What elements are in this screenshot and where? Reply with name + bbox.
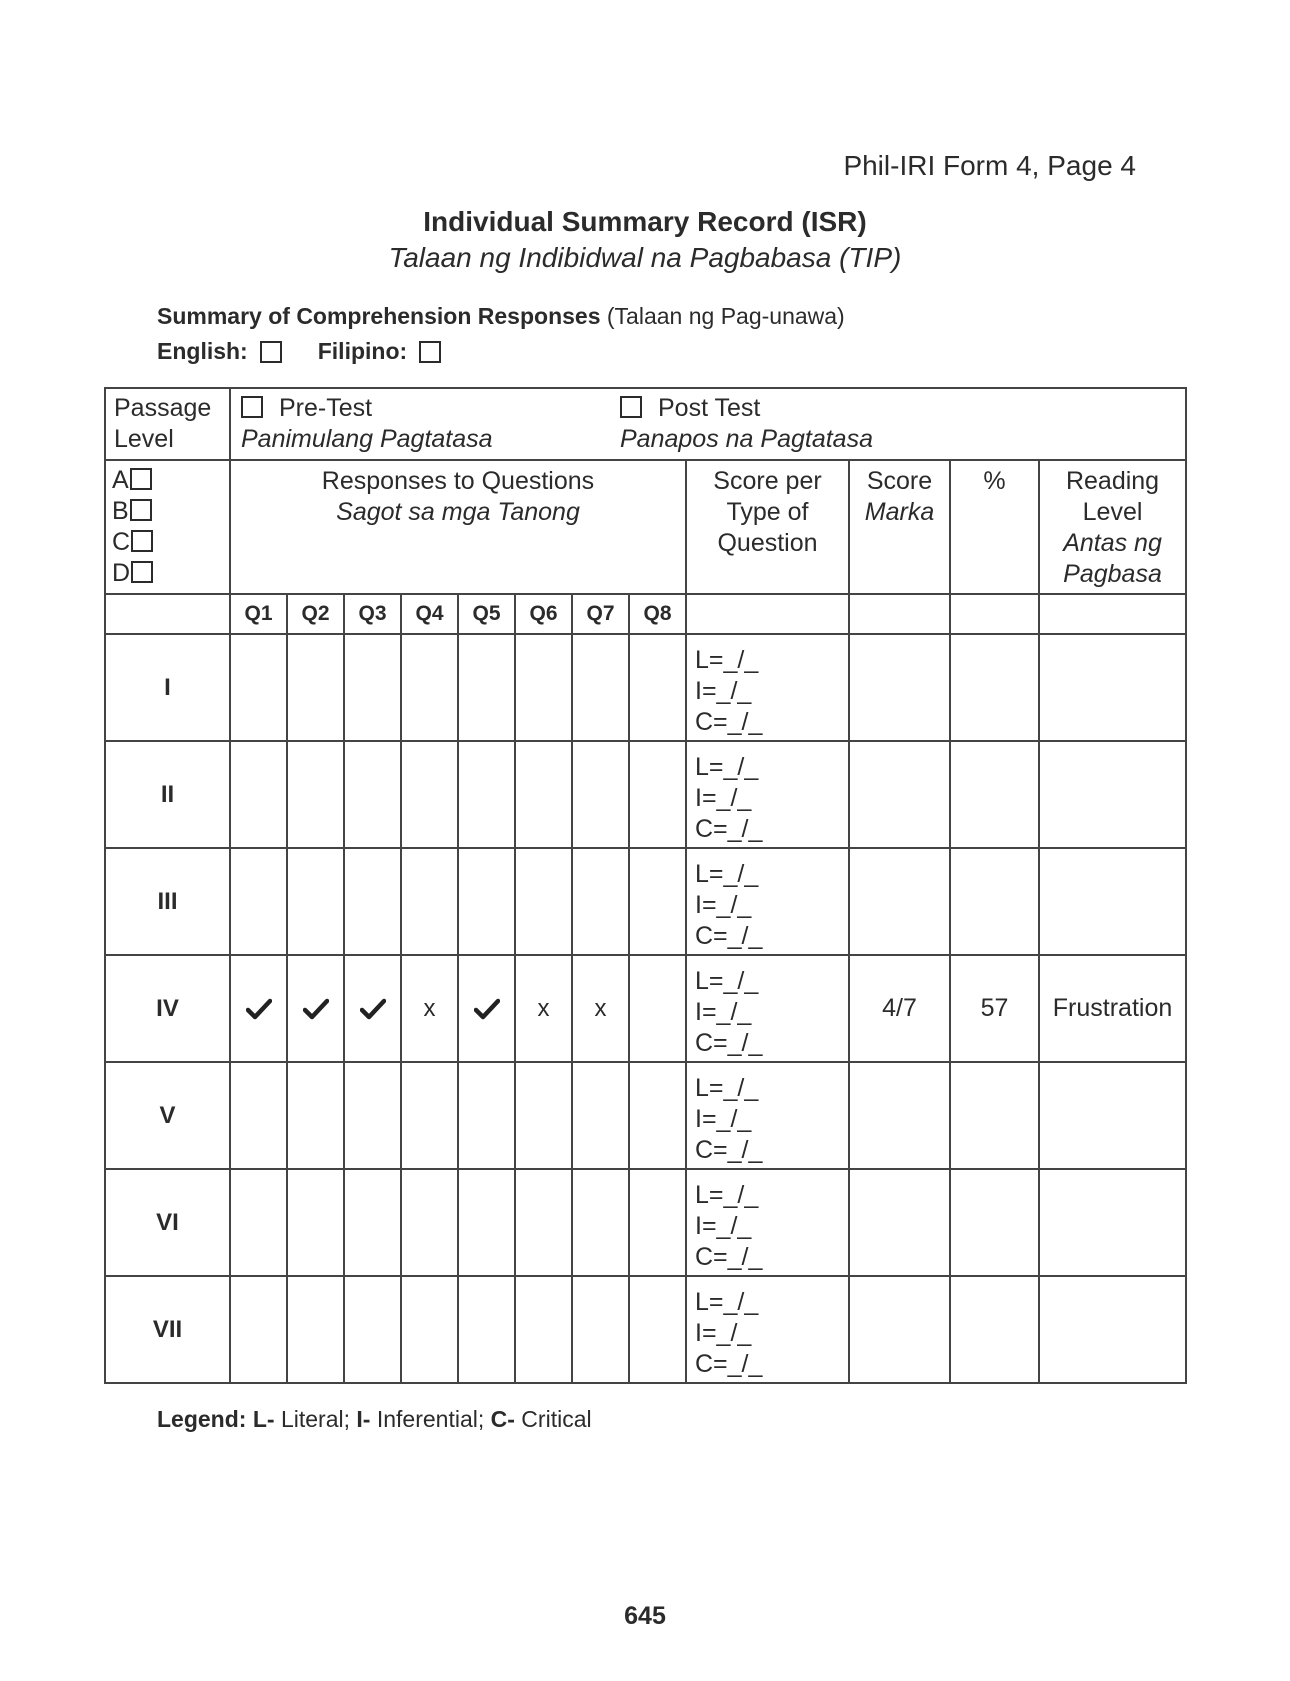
- response-cell-q8[interactable]: [629, 1169, 686, 1276]
- score-per-type-header: [686, 460, 849, 594]
- response-cell-q2[interactable]: [287, 1062, 344, 1169]
- score-header: [849, 460, 950, 594]
- score-type-line: I=_/_: [695, 1319, 752, 1347]
- score-cell: [849, 741, 950, 848]
- response-cell-q5[interactable]: [458, 848, 515, 955]
- post-test-checkbox[interactable]: [620, 396, 642, 418]
- score-type-line: I=_/_: [695, 677, 752, 705]
- response-cell-q7[interactable]: [572, 1169, 629, 1276]
- response-cell-q3[interactable]: [344, 634, 401, 741]
- grade-level-options: [105, 460, 230, 594]
- response-cell-q6[interactable]: [515, 634, 572, 741]
- summary-label: Summary of Comprehension Responses: [157, 303, 601, 329]
- level-label: C: [112, 528, 131, 556]
- legend-text-critical: Critical: [514, 1406, 592, 1432]
- response-cell-q7[interactable]: [572, 741, 629, 848]
- check-icon: [303, 998, 329, 1020]
- response-cell-q6[interactable]: x: [515, 955, 572, 1062]
- q3-header: Q3: [344, 594, 401, 634]
- response-cell-q2[interactable]: [287, 955, 344, 1062]
- q6-header: Q6: [515, 594, 572, 634]
- reading-level-cell: [1039, 1169, 1186, 1276]
- pre-test-checkbox[interactable]: [241, 396, 263, 418]
- pre-test-label-fil: Panimulang Pagtatasa: [241, 425, 493, 453]
- response-cell-q3[interactable]: [344, 741, 401, 848]
- legend: Legend: L- Literal; I- Inferential; C- Critical: [157, 1406, 592, 1432]
- response-cell-q2[interactable]: [287, 1276, 344, 1383]
- level-d-checkbox[interactable]: [131, 561, 153, 583]
- response-cell-q7[interactable]: [572, 848, 629, 955]
- level-label: A: [112, 466, 129, 494]
- response-cell-q5[interactable]: [458, 741, 515, 848]
- response-cell-q2[interactable]: [287, 1169, 344, 1276]
- response-cell-q8[interactable]: [629, 955, 686, 1062]
- score-per-type-cell: [686, 955, 849, 1062]
- q1-header: Q1: [230, 594, 287, 634]
- empty-cell: [849, 594, 950, 634]
- title-block: [0, 206, 1290, 274]
- response-cell-q2[interactable]: [287, 848, 344, 955]
- score-cell: [849, 1169, 950, 1276]
- score-type-line: L=_/_: [695, 860, 759, 888]
- response-cell-q4[interactable]: x: [401, 955, 458, 1062]
- response-cell-q1[interactable]: [230, 634, 287, 741]
- reading-level-cell: [1039, 741, 1186, 848]
- passage-level-cell: I: [105, 634, 230, 741]
- score-per-type-cell: [686, 741, 849, 848]
- reading-level-label: Reading Level: [1065, 467, 1160, 526]
- percent-cell: [950, 1276, 1039, 1383]
- score-type-line: L=_/_: [695, 1181, 759, 1209]
- level-option-d: [112, 558, 223, 589]
- passage-level-cell: VII: [105, 1276, 230, 1383]
- response-cell-q8[interactable]: [629, 848, 686, 955]
- pre-test-label: Pre-Test: [279, 394, 373, 422]
- legend-key-literal: L-: [252, 1406, 275, 1432]
- percent-header: %: [950, 460, 1039, 594]
- filipino-label: Filipino:: [317, 338, 408, 364]
- filipino-checkbox[interactable]: [419, 341, 441, 363]
- question-header-row: [105, 594, 1186, 634]
- check-icon: [246, 998, 272, 1020]
- score-cell: [849, 634, 950, 741]
- score-type-line: I=_/_: [695, 1212, 752, 1240]
- level-c-checkbox[interactable]: [131, 530, 153, 552]
- post-test-label-fil: Panapos na Pagtatasa: [620, 425, 873, 453]
- reading-level-cell: [1039, 1276, 1186, 1383]
- post-test-option: [620, 393, 873, 455]
- score-type-line: I=_/_: [695, 784, 752, 812]
- response-cell-q3[interactable]: [344, 1062, 401, 1169]
- level-a-checkbox[interactable]: [130, 468, 152, 490]
- empty-cell: [686, 594, 849, 634]
- level-b-checkbox[interactable]: [130, 499, 152, 521]
- empty-cell: [1039, 594, 1186, 634]
- q2-header: Q2: [287, 594, 344, 634]
- score-per-type-cell: [686, 1062, 849, 1169]
- response-cell-q6[interactable]: [515, 1169, 572, 1276]
- response-cell-q4[interactable]: [401, 848, 458, 955]
- test-type-cell: [230, 388, 1186, 460]
- score-type-line: I=_/_: [695, 891, 752, 919]
- percent-cell: [950, 848, 1039, 955]
- score-cell: [849, 848, 950, 955]
- score-per-type-cell: [686, 1276, 849, 1383]
- score-label: Score: [866, 467, 933, 495]
- legend-label: Legend:: [157, 1406, 247, 1432]
- score-type-line: L=_/_: [695, 967, 759, 995]
- english-label: English:: [157, 338, 248, 364]
- table-row: [105, 1062, 1186, 1169]
- response-cell-q6[interactable]: [515, 848, 572, 955]
- response-cell-q6[interactable]: [515, 741, 572, 848]
- response-cell-q1[interactable]: [230, 1276, 287, 1383]
- passage-level-cell: IV: [105, 955, 230, 1062]
- response-cell-q7[interactable]: [572, 1276, 629, 1383]
- score-per-type-cell: [686, 848, 849, 955]
- summary-heading: [157, 303, 845, 330]
- percent-cell: [950, 1062, 1039, 1169]
- response-cell-q4[interactable]: [401, 634, 458, 741]
- passage-level-header: Passage Level: [105, 388, 230, 460]
- score-type-line: C=_/_: [695, 1136, 763, 1164]
- level-option-b: [112, 496, 223, 527]
- q8-header: Q8: [629, 594, 686, 634]
- table-row: [105, 1169, 1186, 1276]
- legend-text-literal: Literal: [274, 1406, 344, 1432]
- reading-level-header: [1039, 460, 1186, 594]
- reading-level-cell: Frustration: [1039, 955, 1186, 1062]
- response-cell-q8[interactable]: [629, 634, 686, 741]
- score-type-line: C=_/_: [695, 1029, 763, 1057]
- passage-level-cell: II: [105, 741, 230, 848]
- response-cell-q1[interactable]: [230, 1062, 287, 1169]
- score-type-line: C=_/_: [695, 1243, 763, 1271]
- score-cell: [849, 1062, 950, 1169]
- response-cell-q5[interactable]: [458, 955, 515, 1062]
- response-cell-q4[interactable]: [401, 1062, 458, 1169]
- language-row: [157, 338, 477, 365]
- responses-header: [230, 460, 686, 594]
- passage-level-cell: VI: [105, 1169, 230, 1276]
- legend-key-critical: C-: [490, 1406, 515, 1432]
- response-cell-q1[interactable]: [230, 848, 287, 955]
- table-row: [105, 848, 1186, 955]
- level-option-a: [112, 465, 223, 496]
- score-type-line: C=_/_: [695, 815, 763, 843]
- response-cell-q7[interactable]: [572, 634, 629, 741]
- response-cell-q8[interactable]: [629, 1062, 686, 1169]
- response-cell-q4[interactable]: [401, 1169, 458, 1276]
- empty-cell: [950, 594, 1039, 634]
- response-cell-q3[interactable]: [344, 1276, 401, 1383]
- percent-cell: 57: [950, 955, 1039, 1062]
- summary-label-fil: (Talaan ng Pag-unawa): [600, 303, 845, 329]
- response-cell-q3[interactable]: [344, 848, 401, 955]
- reading-level-cell: [1039, 634, 1186, 741]
- response-cell-q1[interactable]: [230, 741, 287, 848]
- score-type-line: I=_/_: [695, 998, 752, 1026]
- check-icon: [360, 998, 386, 1020]
- page-subtitle: Talaan ng Indibidwal na Pagbabasa (TIP): [388, 242, 902, 273]
- score-cell: 4/7: [849, 955, 950, 1062]
- score-type-line: C=_/_: [695, 1350, 763, 1378]
- level-label: D: [112, 559, 131, 587]
- reading-level-cell: [1039, 848, 1186, 955]
- form-id: Phil-IRI Form 4, Page 4: [843, 150, 1136, 181]
- passage-level-cell: III: [105, 848, 230, 955]
- percent-cell: [950, 1169, 1039, 1276]
- score-type-line: I=_/_: [695, 1105, 752, 1133]
- response-cell-q2[interactable]: [287, 741, 344, 848]
- table-row: [105, 634, 1186, 741]
- score-label-fil: Marka: [864, 498, 935, 526]
- score-per-type-cell: [686, 634, 849, 741]
- response-cell-q7[interactable]: [572, 1062, 629, 1169]
- pre-test-option: [241, 393, 493, 455]
- q7-header: Q7: [572, 594, 629, 634]
- percent-cell: [950, 741, 1039, 848]
- level-label: B: [112, 497, 129, 525]
- response-cell-q7[interactable]: x: [572, 955, 629, 1062]
- empty-cell: [105, 594, 230, 634]
- level-option-c: [112, 527, 223, 558]
- table-row: [105, 741, 1186, 848]
- q4-header: Q4: [401, 594, 458, 634]
- responses-label-fil: Sagot sa mga Tanong: [336, 498, 580, 526]
- response-cell-q6[interactable]: [515, 1062, 572, 1169]
- score-type-line: C=_/_: [695, 708, 763, 736]
- response-cell-q5[interactable]: [458, 1062, 515, 1169]
- response-cell-q8[interactable]: [629, 741, 686, 848]
- score-type-line: L=_/_: [695, 646, 759, 674]
- passage-level-cell: V: [105, 1062, 230, 1169]
- reading-level-label-fil: Antas ng Pagbasa: [1063, 529, 1162, 588]
- score-per-type-cell: [686, 1169, 849, 1276]
- score-cell: [849, 1276, 950, 1383]
- response-cell-q3[interactable]: [344, 955, 401, 1062]
- response-cell-q5[interactable]: [458, 634, 515, 741]
- score-type-line: L=_/_: [695, 1288, 759, 1316]
- response-cell-q4[interactable]: [401, 741, 458, 848]
- q5-header: Q5: [458, 594, 515, 634]
- page-title: Individual Summary Record (ISR): [423, 206, 867, 237]
- check-icon: [474, 998, 500, 1020]
- response-cell-q8[interactable]: [629, 1276, 686, 1383]
- score-type-line: L=_/_: [695, 753, 759, 781]
- response-cell-q2[interactable]: [287, 634, 344, 741]
- table-row: [105, 1276, 1186, 1383]
- post-test-label: Post Test: [658, 394, 761, 422]
- response-cell-q1[interactable]: [230, 955, 287, 1062]
- table-row: [105, 955, 1186, 1062]
- response-cell-q5[interactable]: [458, 1276, 515, 1383]
- legend-text-inferential: Inferential: [370, 1406, 478, 1432]
- score-type-line: C=_/_: [695, 922, 763, 950]
- response-cell-q4[interactable]: [401, 1276, 458, 1383]
- response-cell-q1[interactable]: [230, 1169, 287, 1276]
- responses-label: Responses to Questions: [321, 467, 595, 495]
- page-number: 645: [624, 1602, 666, 1630]
- percent-cell: [950, 634, 1039, 741]
- response-cell-q3[interactable]: [344, 1169, 401, 1276]
- response-cell-q6[interactable]: [515, 1276, 572, 1383]
- reading-level-cell: [1039, 1062, 1186, 1169]
- response-cell-q5[interactable]: [458, 1169, 515, 1276]
- legend-key-inferential: I-: [356, 1406, 371, 1432]
- score-type-line: L=_/_: [695, 1074, 759, 1102]
- english-checkbox[interactable]: [260, 341, 282, 363]
- score-per-type-label: Score per Type of Question: [713, 467, 822, 557]
- summary-table: [104, 387, 1187, 1384]
